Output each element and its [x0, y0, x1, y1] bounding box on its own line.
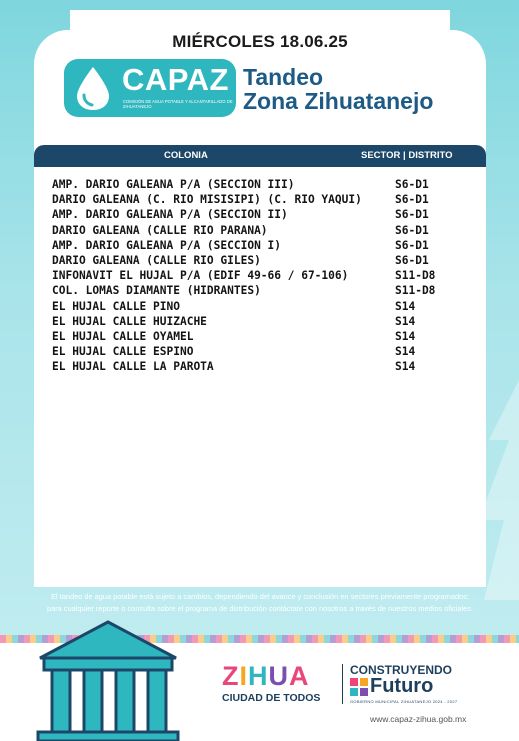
capaz-logo [64, 59, 236, 117]
government-label: GOBIERNO MUNICIPAL ZIHUATANEJO 2024 - 2027 [350, 699, 458, 704]
cell-sector: S6-D1 [395, 193, 429, 207]
table-row [52, 345, 472, 360]
zihua-letter: I [239, 661, 249, 691]
blocks-icon [350, 678, 368, 696]
table-row [52, 224, 472, 239]
zihua-tagline: CIUDAD DE TODOS [222, 692, 321, 704]
futuro-label: Futuro [370, 675, 434, 697]
zihua-logo [222, 661, 310, 692]
cell-sector: S14 [395, 329, 416, 343]
table-row [52, 300, 472, 315]
cell-colonia: EL HUJAL CALLE HUIZACHE [52, 314, 207, 328]
zihua-letter: U [268, 661, 290, 691]
cell-sector: S6-D1 [395, 253, 429, 267]
table-row [52, 284, 472, 299]
table-row [52, 330, 472, 345]
building-icon [34, 620, 182, 741]
cell-sector: S6-D1 [395, 208, 429, 222]
logo-name: CAPAZ [122, 62, 229, 97]
table-row [52, 239, 472, 254]
date-label: MIÉRCOLES 18.06.25 [172, 32, 348, 51]
cell-sector: S11-D8 [395, 284, 436, 298]
website-url: www.capaz-zihua.gob.mx [370, 714, 467, 724]
page-title-line1: Tandeo [243, 64, 324, 90]
page-title-line2: Zona Zihuatanejo [243, 88, 434, 114]
table-row [52, 269, 472, 284]
cell-colonia: EL HUJAL CALLE LA PAROTA [52, 360, 214, 374]
cell-sector: S11-D8 [395, 269, 436, 283]
cell-colonia: AMP. DARIO GALEANA P/A (SECCION II) [52, 208, 288, 222]
cell-sector: S14 [395, 299, 416, 313]
cell-colonia: COL. LOMAS DIAMANTE (HIDRANTES) [52, 284, 261, 298]
column-header-sector: SECTOR | DISTRITO [361, 150, 453, 161]
logo-subtitle: COMISIÓN DE AGUA POTABLE Y ALCANTARILLADO DE ZIHUATANEJO [123, 99, 233, 109]
cell-colonia: EL HUJAL CALLE PINO [52, 299, 180, 313]
water-drop-icon [73, 65, 113, 111]
logo-divider [342, 664, 343, 704]
table-rows [52, 178, 472, 375]
cell-sector: S6-D1 [395, 223, 429, 237]
cell-colonia: AMP. DARIO GALEANA P/A (SECCION I) [52, 238, 282, 252]
cell-colonia: INFONAVIT EL HUJAL P/A (EDIF 49-66 / 67-106) [52, 269, 349, 283]
cell-colonia: AMP. DARIO GALEANA P/A (SECCION III) [52, 178, 295, 191]
zihua-letter: A [289, 661, 310, 691]
cell-sector: S6-D1 [395, 178, 429, 191]
disclaimer-text: El tandeo de agua potable está sujeto a cambios, dependiendo del avance y conclusión en sectores previamente programados; para cualquier reporte o consulta sobre el programa de distribución contáctate con nosotros a través de nuestros medios oficiales. [46, 592, 474, 613]
table-row [52, 178, 472, 193]
cell-colonia: DARIO GALEANA (CALLE RIO GILES) [52, 253, 261, 267]
table-row [52, 208, 472, 223]
table-header [34, 145, 486, 167]
cell-colonia: DARIO GALEANA (C. RIO MISISIPI) (C. RIO YAQUI) [52, 193, 362, 207]
cell-sector: S14 [395, 360, 416, 374]
table-row [52, 315, 472, 330]
table-row [52, 193, 472, 208]
table-row [52, 360, 472, 375]
cell-sector: S14 [395, 345, 416, 359]
cell-colonia: EL HUJAL CALLE OYAMEL [52, 329, 194, 343]
cell-sector: S6-D1 [395, 238, 429, 252]
cell-colonia: EL HUJAL CALLE ESPINO [52, 345, 194, 359]
zihua-letter: H [248, 661, 269, 691]
zihua-letter: Z [222, 661, 240, 691]
cell-colonia: DARIO GALEANA (CALLE RIO PARANA) [52, 223, 268, 237]
table-row [52, 254, 472, 269]
cell-sector: S14 [395, 314, 416, 328]
construyendo-label: CONSTRUYENDO [350, 663, 453, 677]
column-header-colonia: COLONIA [164, 150, 208, 161]
table-body [34, 167, 486, 587]
